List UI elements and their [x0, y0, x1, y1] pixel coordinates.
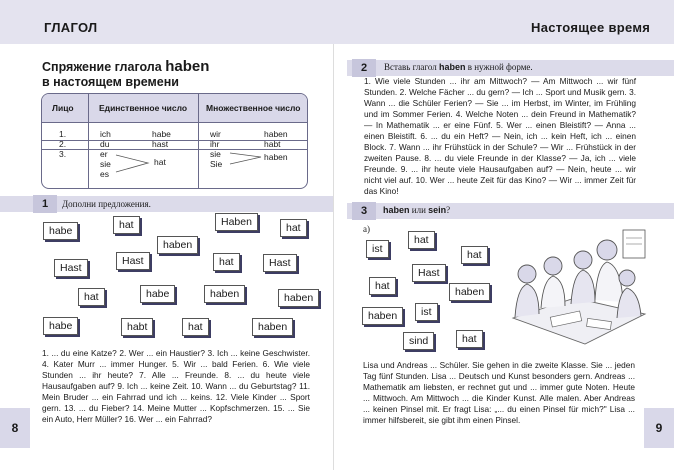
- exercise3-instruction: haben или sein?: [383, 205, 451, 215]
- col-plural: Множественное число: [206, 103, 301, 113]
- word-card: Hast: [263, 254, 297, 272]
- exercise1-number: 1: [33, 195, 57, 213]
- word-card: hat: [78, 288, 105, 306]
- row3-pl-pron-Sie: Sie: [210, 159, 223, 169]
- row3-pl-verb: haben: [264, 152, 288, 162]
- word-card: habe: [43, 222, 78, 240]
- row2-sg-verb: hast: [152, 139, 169, 149]
- word-card: haben: [157, 236, 198, 254]
- exercise2-verb: haben: [438, 62, 466, 72]
- exercise1-text: 1. ... du eine Katze? 2. Wer ... ein Haustier? 3. Ich ... keine Geschwister. 4. Kater Murr ... immer Hunger. 5. Wir ... bald Ferien. 6. Wie viele Stunden ... ihr heute? 7. Alle ... Freunde. 8. ... du heute viele Hausaufgaben auf? 9. Ich ... keine Zeit. 10. Wann ... du Geburtstag? 11. Mein Bruder ... ein Fahrrad und ich ... keins. 12. Viele Kinder ... Sport gern. 13. ... du Fieber? 14. Meine Mutter ... Kopfschmerzen. 15. ... Sie ein Auto, Herr Müller? 16. Wer ... ein Fahrrad?: [42, 348, 310, 424]
- row1-pl-pron: wir: [210, 129, 221, 139]
- word-card: ist: [366, 240, 389, 258]
- word-card: haben: [278, 289, 319, 307]
- row3-sg-bracket: [114, 152, 152, 176]
- col-singular: Единственное число: [99, 103, 188, 113]
- word-card: Hast: [412, 264, 446, 282]
- title-line2: в настоящем времени: [42, 75, 179, 89]
- word-card: habe: [43, 317, 78, 335]
- row2-pl-pron: ihr: [210, 139, 220, 149]
- row2-num: 2.: [59, 139, 67, 149]
- exercise3-number: 3: [352, 202, 376, 220]
- word-card: hat: [280, 219, 307, 237]
- word-card: hat: [113, 216, 140, 234]
- word-card: haben: [252, 318, 293, 336]
- word-card: ist: [415, 303, 438, 321]
- col-person: Лицо: [52, 103, 74, 113]
- word-card: haben: [204, 285, 245, 303]
- grammar-title: [42, 59, 209, 90]
- exercise2-number: 2: [352, 59, 376, 77]
- row3-pl-bracket: [228, 150, 264, 168]
- word-card: haben: [449, 283, 490, 301]
- word-card: hat: [369, 277, 396, 295]
- exercise2-instruction: Вставь глагол haben в нужной форме.: [384, 62, 533, 72]
- row1-sg-verb: habe: [152, 129, 171, 139]
- word-card: haben: [362, 307, 403, 325]
- header-chapter: ГЛАГОЛ: [44, 20, 98, 35]
- row3-num: 3.: [59, 149, 67, 159]
- page-number-right: 9: [644, 408, 674, 448]
- word-card: hat: [182, 318, 209, 336]
- children-illustration: [505, 222, 650, 350]
- page-spine: [333, 44, 334, 470]
- exercise3-subpart: а): [363, 224, 370, 234]
- word-card: hat: [213, 253, 240, 271]
- header-topic: Настоящее время: [531, 20, 651, 35]
- table-header: [42, 94, 307, 123]
- conjugation-table: [41, 93, 308, 189]
- word-card: Haben: [215, 213, 258, 231]
- title-verb: haben: [165, 58, 210, 75]
- row3-sg-pron-sie: sie: [100, 159, 111, 169]
- row1-sg-pron: ich: [100, 129, 111, 139]
- page-number-left: 8: [0, 408, 30, 448]
- title-prefix: Спряжение глагола: [42, 60, 162, 74]
- row3-sg-pron-er: er: [100, 149, 108, 159]
- exercise1-instruction: Дополни предложения.: [62, 199, 151, 209]
- row3-sg-verb: hat: [154, 157, 166, 167]
- row3-pl-pron-sie: sie: [210, 149, 221, 159]
- row1-num: 1.: [59, 129, 67, 139]
- exercise3-text: Lisa und Andreas ... Schüler. Sie gehen in die zweite Klasse. Sie ... jeden Tag fünf Stunden. Lisa ... Deutsch und Kunst besonders gern. Andreas ... Mathematik am liebsten, er rechnet gut und ... immer gute Noten. Heute ... Mittwoch. Am Mittwoch ... die Kinder Kunst. Alle malen. Aber Andreas ... keinen Pinsel mit. Er fragt Lisa: „... du einen Pinsel für mich?" Lisa ... immer hilfsbereit, sie gibt ihm einen Pinsel.: [363, 360, 635, 425]
- row1-pl-verb: haben: [264, 129, 288, 139]
- row2-sg-pron: du: [100, 139, 110, 149]
- exercise2-text: 1. Wie viele Stunden ... ihr am Mittwoch? — Am Mittwoch ... wir fünf Stunden. 2. Welche Fächer ... du gern? — Ich ... Sport und Musik gern. 3. Wann ... die Schüler Ferien? — Sie ... im Herbst, im Winter, im Frühling und im Sommer Ferien. 4. Welche Noten ... dein Freund in Mathematik? — In Mathematik ... er eine Fünf. 5. Wer ... einen Bleistift? — Anna ... einen Bleistift. 6. ... du ein Heft? — Nein, ich ... kein Heft, ich ... einen Block. 7. Wann ... ihr Frühstück in der Schule? — Wir ... Frühstück in der zweiten Pause. 8. ... du viele Freunde in der Klasse? — Ja, ich ... viele Freunde. 9. ... ihr heute viele Hausaufgaben auf? — Nein, heute ... wir nicht viel auf. 10. Wer ... heute Zeit für das Kino? — Wir ... immer Zeit für das Kino!: [364, 76, 636, 196]
- row3-sg-pron-es: es: [100, 169, 109, 179]
- word-card: hat: [461, 246, 488, 264]
- word-card: Hast: [54, 259, 88, 277]
- word-card: sind: [403, 332, 434, 350]
- word-card: habe: [140, 285, 175, 303]
- word-card: hat: [456, 330, 483, 348]
- word-card: habt: [121, 318, 153, 336]
- word-card: hat: [408, 231, 435, 249]
- row2-pl-verb: habt: [264, 139, 281, 149]
- word-card: Hast: [116, 252, 150, 270]
